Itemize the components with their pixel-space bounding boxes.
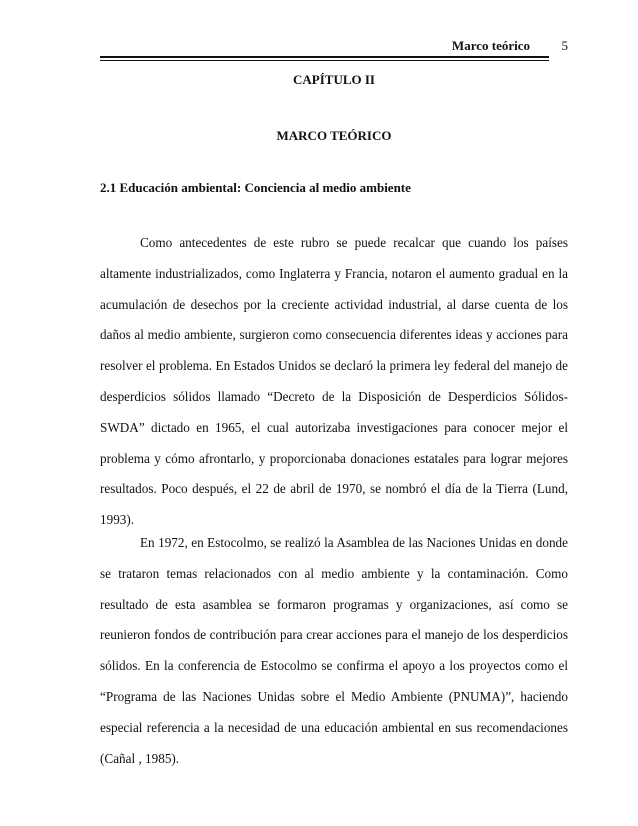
- running-header: [100, 38, 568, 54]
- chapter-label: CAPÍTULO II: [293, 72, 375, 87]
- section-heading: 2.1 Educación ambiental: Conciencia al medio ambiente: [100, 180, 411, 195]
- running-header-title: Marco teórico: [451, 38, 530, 53]
- header-rule-thick: [100, 56, 549, 58]
- body-paragraph-2: En 1972, en Estocolmo, se realizó la Asamblea de las Naciones Unidas en donde se trataron temas relacionados con al medio ambiente y la contaminación. Como resultado de esta asamblea se formaron programas y organizaciones, así como se reunieron fondos de contribución para crear acciones para el manejo de los desperdicios sólidos. En la conferencia de Estocolmo se confirma el apoyo a los proyectos como el “Programa de las Naciones Unidas sobre el Medio Ambiente (PNUMA)”, haciendo especial referencia a la necesidad de una educación ambiental en sus recomendaciones (Cañal , 1985).: [100, 535, 568, 766]
- header-rule-thin: [100, 60, 549, 61]
- page-number: 5: [561, 38, 568, 53]
- chapter-title: MARCO TEÓRICO: [276, 128, 392, 143]
- body-paragraph-1: Como antecedentes de este rubro se puede recalcar que cuando los países altamente industrializados, como Inglaterra y Francia, notaron el aumento gradual en la acumulación de desechos por la creciente actividad industrial, al darse cuenta de los daños al medio ambiente, surgieron como consecuencia diferentes ideas y acciones para resolver el problema. En Estados Unidos se declaró la primera ley federal del manejo de desperdicios sólidos llamado “Decreto de la Disposición de Desperdicios Sólidos- SWDA” dictado en 1965, el cual autorizaba investigaciones para conocer mejor el problema y cómo afrontarlo, y proporcionaba donaciones estatales para lograr mejores resultados. Poco después, el 22 de abril de 1970, se nombró el día de la Tierra (Lund, 1993).: [100, 235, 568, 528]
